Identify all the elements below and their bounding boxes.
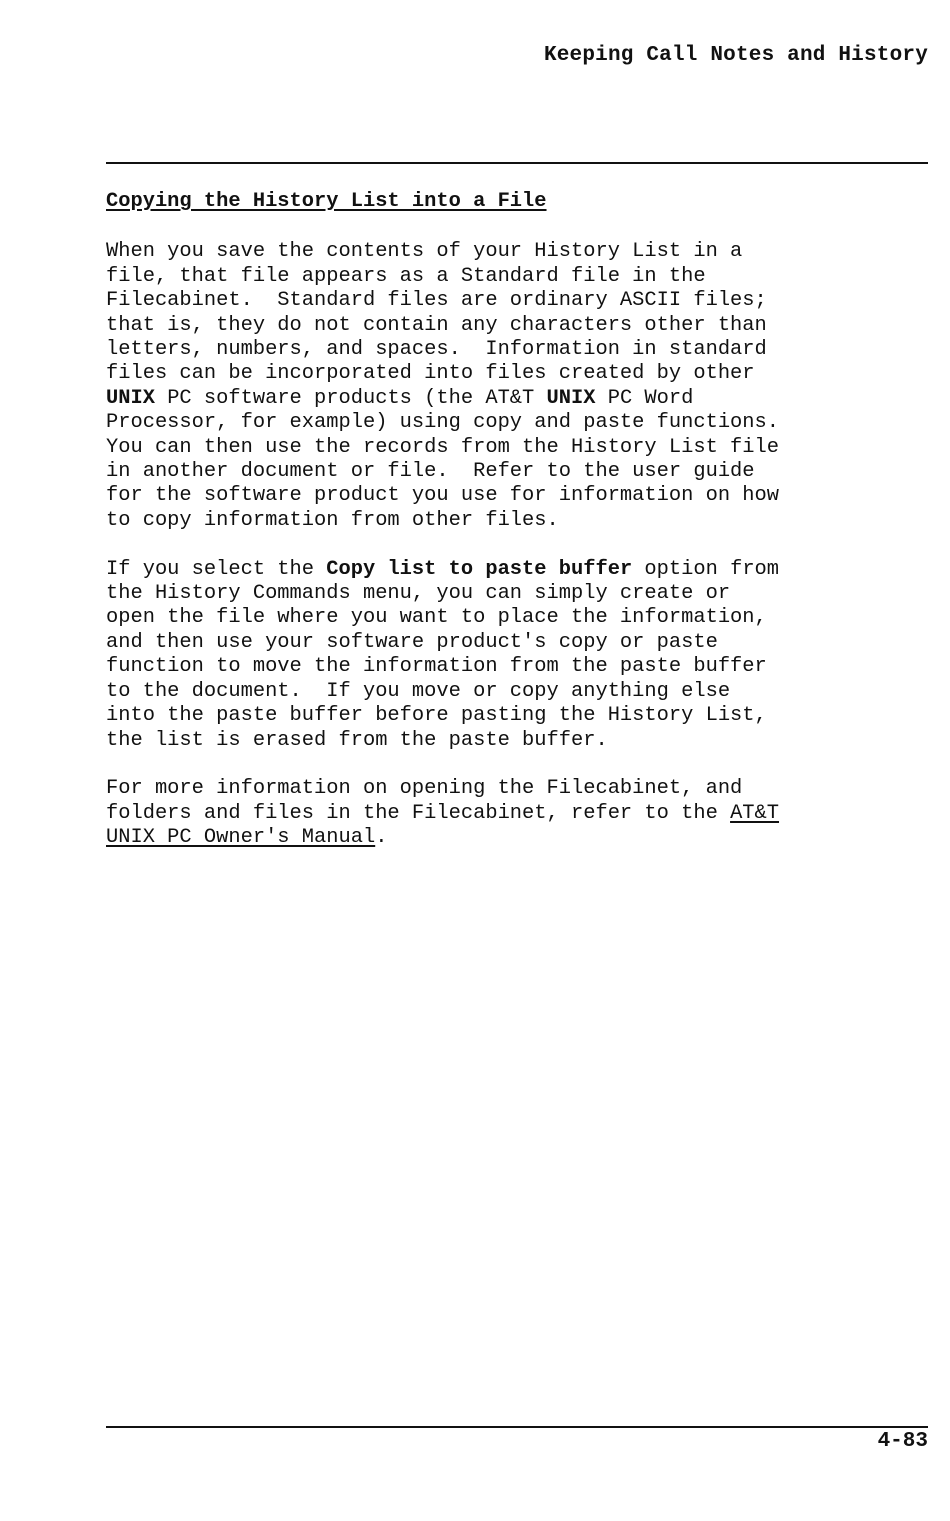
section-heading: Copying the History List into a File	[106, 190, 547, 213]
text-line: For more information on opening the Filecabinet, and	[106, 777, 743, 801]
manual-reference: AT&T	[730, 801, 780, 825]
text-span: folders and files in the Filecabinet, refer to the	[106, 801, 731, 825]
paragraph-paste-buffer	[106, 558, 936, 753]
bold-term-unix: UNIX	[546, 386, 596, 410]
text-span: PC software products (the AT&T	[154, 386, 547, 410]
text-line: for the software product you use for information on how	[106, 484, 780, 508]
text-span: .	[375, 826, 388, 850]
text-line: Filecabinet. Standard files are ordinary ASCII files;	[106, 289, 767, 313]
text-line: file, that file appears as a Standard file in the	[106, 264, 706, 288]
page-number: 4-83	[877, 1430, 928, 1453]
top-divider	[106, 162, 928, 164]
page-body	[106, 190, 936, 875]
paragraph-more-info	[106, 777, 936, 850]
text-line: in another document or file. Refer to the user guide	[106, 460, 755, 484]
manual-reference: UNIX PC Owner's Manual	[106, 826, 376, 850]
text-line: Processor, for example) using copy and paste functions.	[106, 411, 780, 435]
text-line: open the file where you want to place the information,	[106, 606, 767, 630]
text-line: letters, numbers, and spaces. Information in standard	[106, 338, 767, 362]
bold-option-name: Copy list to paste buffer	[326, 557, 633, 581]
text-line: the History Commands menu, you can simply create or	[106, 582, 731, 606]
paragraph-saving-history	[106, 240, 936, 533]
text-line: function to move the information from the paste buffer	[106, 655, 767, 679]
running-title: Keeping Call Notes and History	[543, 44, 928, 67]
text-line: You can then use the records from the History List file	[106, 435, 780, 459]
text-line: the list is erased from the paste buffer.	[106, 728, 608, 752]
text-line: that is, they do not contain any characters other than	[106, 313, 767, 337]
text-line: and then use your software product's copy or paste	[106, 630, 718, 654]
bottom-divider	[106, 1426, 928, 1428]
text-line: to copy information from other files.	[106, 508, 559, 532]
text-line: to the document. If you move or copy anything else	[106, 679, 731, 703]
bold-term-unix: UNIX	[106, 386, 155, 410]
text-span: PC Word	[595, 386, 694, 410]
text-line: into the paste buffer before pasting the History List,	[106, 704, 767, 728]
text-line: When you save the contents of your History List in a	[106, 240, 743, 264]
text-span: If you select the	[106, 557, 327, 581]
text-line: files can be incorporated into files created by other	[106, 362, 755, 386]
text-span: option from	[632, 557, 780, 581]
